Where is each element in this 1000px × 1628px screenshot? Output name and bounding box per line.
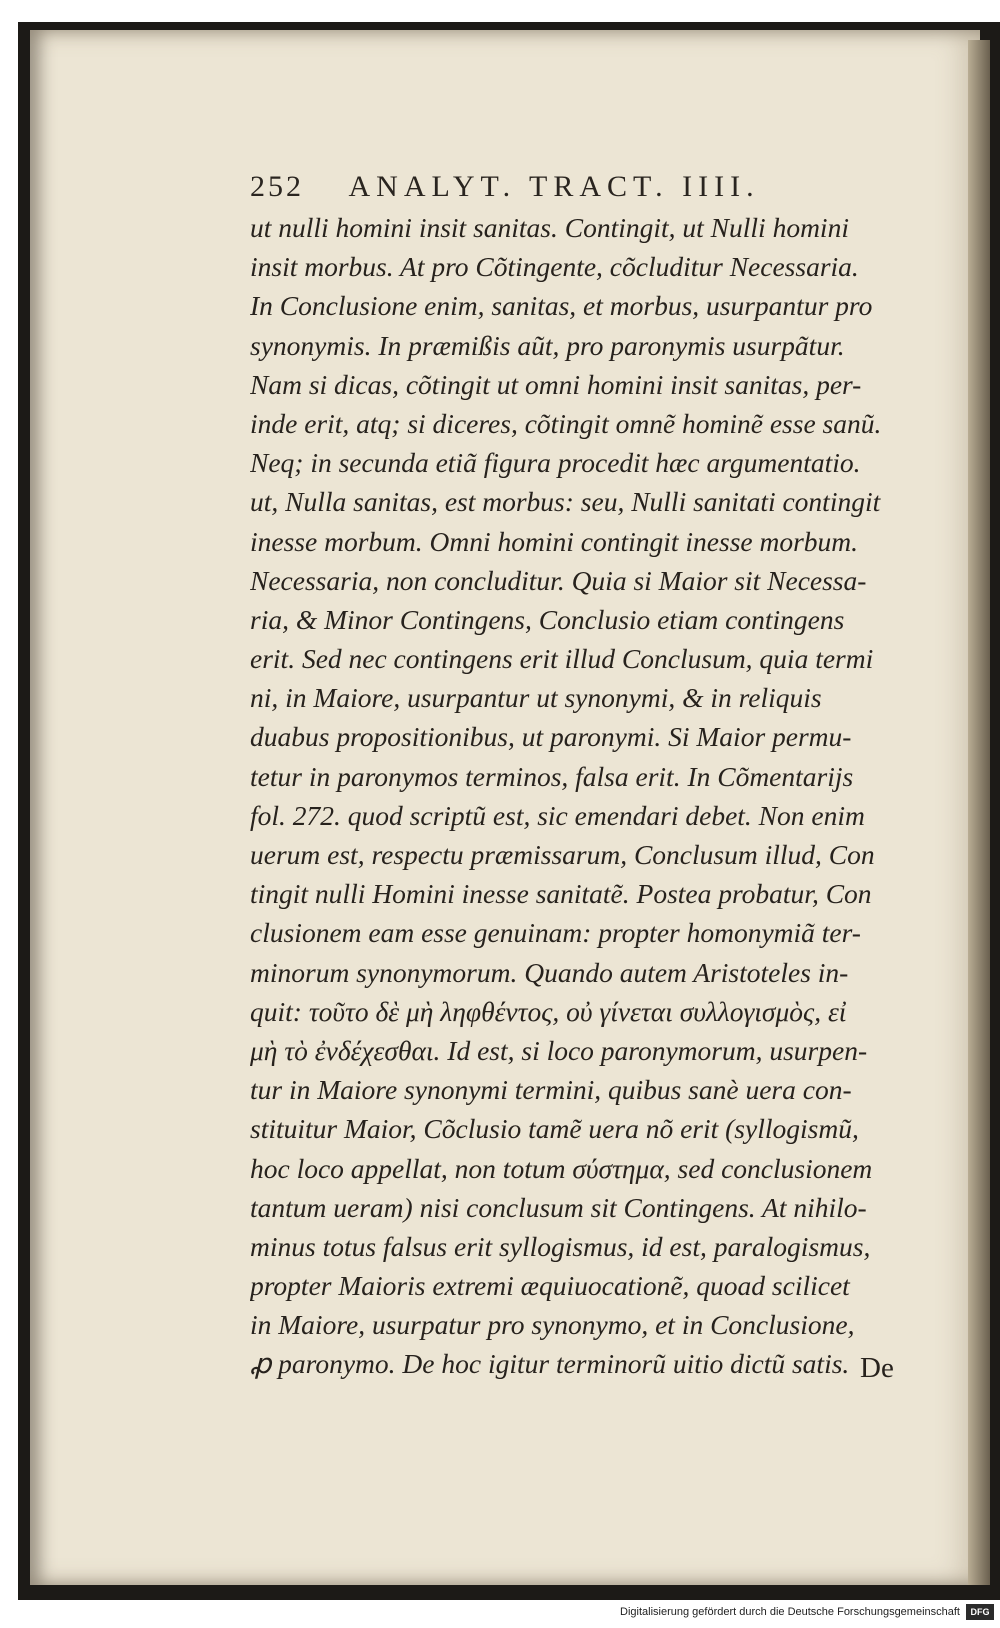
- greek-text-line: quit: τοῦτο δὲ μὴ ληφθέντος, οὐ γίνεται συλλογισμὸς, εἰ: [250, 995, 847, 1027]
- running-title: ANALYT. TRACT. IIII.: [348, 170, 760, 203]
- text-line: inde erit, atq; si diceres, cõtingit omnẽ hominẽ esse sanũ.: [250, 407, 882, 439]
- body-text: [250, 208, 910, 1384]
- text-line: minorum synonymorum. Quando autem Aristoteles in-: [250, 956, 849, 988]
- text-line: ni, in Maiore, usurpantur ut synonymi, & in reliquis: [250, 682, 822, 714]
- text-line: Neq; in secunda etiã figura procedit hæc argumentatio.: [250, 447, 861, 479]
- catchword: De: [860, 1352, 894, 1384]
- text-line: tetur in paronymos terminos, falsa erit. In Cõmentarijs: [250, 760, 854, 792]
- text-line: ꝓ paronymo. De hoc igitur terminorũ uitio dictũ satis.: [250, 1348, 850, 1380]
- text-line: insit morbus. At pro Cõtingente, cõcluditur Necessaria.: [250, 251, 859, 283]
- text-line: ut nulli homini insit sanitas. Contingit, ut Nulli homini: [250, 212, 849, 243]
- running-head: [250, 170, 900, 210]
- text-line: tur in Maiore synonymi termini, quibus sanè uera con-: [250, 1074, 852, 1106]
- text-line: ut, Nulla sanitas, est morbus: seu, Nulli sanitati contingit: [250, 486, 881, 518]
- text-line: tantum ueram) nisi conclusum sit Contingens. At nihilo-: [250, 1191, 867, 1223]
- text-line: Necessaria, non concluditur. Quia si Maior sit Necessa-: [250, 564, 867, 596]
- text-line: Nam si dicas, cõtingit ut omni homini insit sanitas, per-: [250, 368, 862, 400]
- text-line: in Maiore, usurpatur pro synonymo, et in Conclusione,: [250, 1309, 855, 1341]
- text-line: hoc loco appellat, non totum σύστημα, sed conclusionem: [250, 1152, 873, 1184]
- text-line: uerum est, respectu præmissarum, Conclusum illud, Con: [250, 839, 875, 870]
- text-line: In Conclusione enim, sanitas, et morbus, usurpantur pro: [250, 290, 873, 322]
- text-line: minus totus falsus erit syllogismus, id est, paralogismus,: [250, 1230, 871, 1262]
- page-edge-shadow: [968, 40, 990, 1585]
- text-line: ria, & Minor Contingens, Conclusio etiam contingens: [250, 603, 845, 635]
- text-line: propter Maioris extremi æquiuocationẽ, quoad scilicet: [250, 1270, 850, 1302]
- text-line: duabus propositionibus, ut paronymi. Si Maior permu-: [250, 721, 852, 753]
- digitization-credit: Digitalisierung gefördert durch die Deutsche Forschungsgemeinschaft: [620, 1606, 960, 1618]
- text-line: erit. Sed nec contingens erit illud Conclusum, quia termi: [250, 643, 874, 675]
- dfg-logo: DFG: [966, 1604, 994, 1620]
- text-line: inesse morbum. Omni homini contingit inesse morbum.: [250, 525, 859, 557]
- greek-text-line: μὴ τὸ ἐνδέχεσθαι. Id est, si loco paronymorum, usurpen-: [250, 1034, 868, 1066]
- text-line: synonymis. In præmißis aũt, pro paronymis usurpãtur.: [250, 329, 845, 361]
- text-line: tingit nulli Homini inesse sanitatẽ. Postea probatur, Con: [250, 878, 872, 910]
- text-line: clusionem eam esse genuinam: propter homonymiã ter-: [250, 917, 861, 949]
- text-line: fol. 272. quod scriptũ est, sic emendari debet. Non enim: [250, 799, 865, 831]
- text-line: stituitur Maior, Cõclusio tamẽ uera nõ erit (syllogismũ,: [250, 1113, 859, 1145]
- page-number: 252: [250, 170, 304, 203]
